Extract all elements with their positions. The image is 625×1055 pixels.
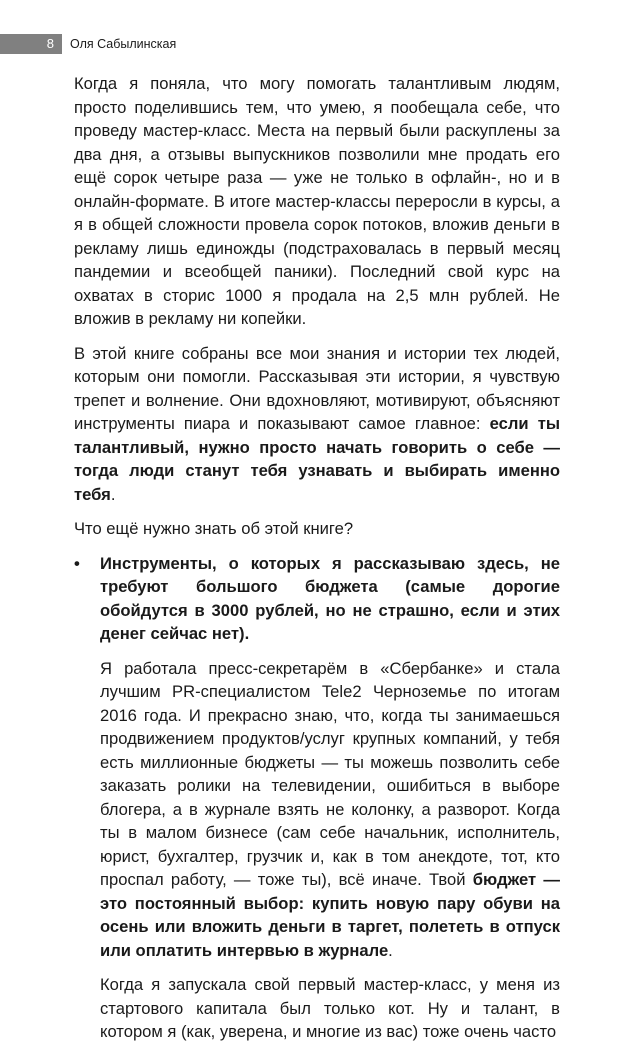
bullet-text: Инструменты, о которых я рассказываю здесь, не требуют большого бюджета (самые дорогие обойдутся в 3000 рублей, но не страшно, если и этих денег сейчас нет). [100,553,560,643]
paragraph-4-end: . [388,940,393,960]
paragraph-5: Когда я запускала свой первый мастер-класс, у меня из стартового капитала был только кот. Ну и талант, в котором я (как, уверена, и многие из вас) тоже очень часто [100,975,560,1041]
paragraph-2-bold: если ты талантливый, нужно просто начать говорить о себе — тогда люди станут тебя узнавать и выбирать именно тебя [74,414,560,504]
page-header [0,34,560,54]
paragraph-3: Что ещё нужно знать об этой книге? [74,519,354,538]
page-number: 8 [0,34,62,54]
paragraph-1: Когда я поняла, что могу помогать талантливым людям, просто поделившись тем, что умею, я пообещала себе, что проведу мастер-класс. Места на первый были раскуплены за два дня, а отзывы выпускников позволили мне продать его ещё сорок четыре раза — уже не только в офлайн-, но и в онлайн-формате. В итоге мастер-классы переросли в курсы, а я в общей сложности провела сорок потоков, вложив деньги в рекламу лишь единожды (подстраховалась в первый месяц пандемии и всеобщей паники). Последний свой курс на охватах в сторис 1000 я продала на 2,5 млн рублей. Не вложив в рекламу ни копейки. [74,74,560,328]
list-item [74,552,560,646]
bullet-icon: • [74,553,80,573]
page-body [74,72,560,1055]
running-head-author: Оля Сабылинская [70,37,177,51]
paragraph-2 [74,342,560,507]
paragraph-4-text: Я работала пресс-секретарём в «Сбербанке» и стала лучшим PR-специалистом Tele2 Черноземье по итогам 2016 года. И прекрасно знаю, что, когда ты занимаешься продвижением продуктов/услуг крупных компаний, у тебя есть миллионные бюджеты — ты можешь позволить себе заказать ролики на телевидении, ошибиться в выборе блогера, а в журнале взять не колонку, а разворот. Когда ты в малом бизнесе (сам себе начальник, исполнитель, юрист, бухгалтер, грузчик и, как в том анекдоте, тот, кто проспал работу, — тоже ты), всё иначе. Твой [100,658,560,889]
paragraph-4-bold: бюджет — это постоянный выбор: купить новую пару обуви на осень или вложить деньги в таргет, полететь в отпуск или оплатить интервью в журнале [100,870,560,960]
paragraph-4 [74,657,560,963]
paragraph-2-text: В этой книге собраны все мои знания и истории тех людей, которым они помогли. Рассказывая эти истории, я чувствую трепет и волнение. Они вдохновляют, мотивируют, объясняют инструменты пиара и показывают самое главное: [74,343,560,433]
paragraph-2-end: . [110,484,116,504]
